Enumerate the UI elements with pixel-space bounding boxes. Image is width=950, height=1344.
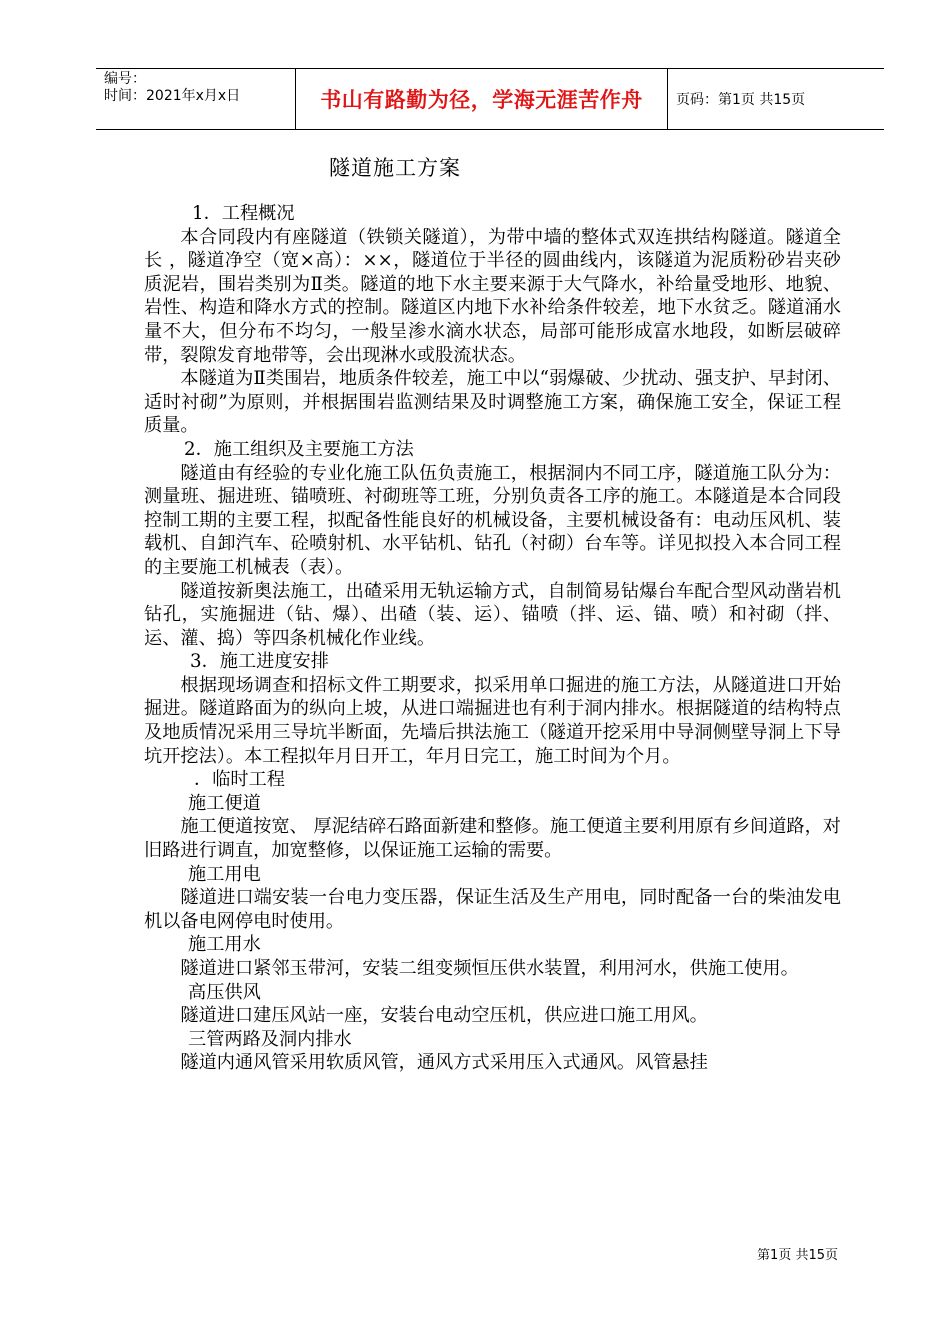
document-time-label: 时间：2021年x月x日 — [104, 88, 241, 104]
paragraph-1: 本合同段内有座隧道（铁锁关隧道），为带中墙的整体式双连拱结构隧道。隧道全长 ，隧道净空（宽×高）：××，隧道位于半径的圆曲线内，该隧道为泥质粉砂岩夹砂质泥岩，围岩类别为Ⅱ类。隧道的地下水主要来源于大气降水，补给量受地形、地貌、岩性、构造和降水方式的控制。隧道区内地下水补给条件较差，地下水贫乏。隧道涌水量不大，但分布不均匀，一般呈渗水滴水状态，局部可能形成富水地段，如断层破碎带，裂隙发育地带等，会出现淋水或股流状态。 — [144, 226, 841, 366]
paragraph-water: 隧道进口紧邻玉带河，安装二组变频恒压供水装置，利用河水，供施工使用。 — [180, 958, 799, 979]
page-header — [96, 68, 884, 130]
paragraph-4: 隧道按新奥法施工，出碴采用无轨运输方式，自制简易钻爆台车配合型风动凿岩机钻孔，实施掘进（钻、爆）、出碴（装、运）、锚喷（拌、运、锚、喷）和衬砌（拌、运、灌、捣）等四条机械化作业线。 — [144, 580, 841, 649]
header-page-info: 页码：第1页 共15页 — [676, 92, 806, 108]
subheading-pipes: 三管两路及洞内排水 — [188, 1028, 352, 1050]
paragraph-air: 隧道进口建压风站一座，安装台电动空压机，供应进口施工用风。 — [180, 1005, 708, 1027]
section-heading-3: 3．施工进度安排 — [190, 651, 329, 673]
paragraph-2: 本隧道为Ⅱ类围岩，地质条件较差，施工中以“弱爆破、少扰动、强支护、早封闭、适时衬砌”为原则，并根据围岩监测结果及时调整施工方案，确保施工安全，保证工程质量。 — [144, 368, 841, 437]
paragraph-5: 根据现场调查和招标文件工期要求，拟采用单口掘进的施工方法，从隧道进口开始掘进。隧道路面为的纵向上坡，从进口端掘进也有利于洞内排水。根据隧道的结构特点及地质情况采用三导坑半断面，先墙后拱法施工（隧道开挖采用中导洞侧壁导洞上下导坑开挖法）。本工程拟年月日开工，年月日完工，施工时间为个月。 — [144, 674, 841, 767]
subheading-power: 施工用电 — [188, 863, 261, 885]
paragraph-pipes: 隧道内通风管采用软质风管，通风方式采用压入式通风。风管悬挂 — [180, 1052, 708, 1074]
document-body — [144, 202, 841, 1075]
header-motto: 书山有路勤为径，学海无涯苦作舟 — [296, 69, 668, 129]
subheading-road: 施工便道 — [188, 792, 261, 814]
subheading-air: 高压供风 — [188, 981, 261, 1003]
subheading-water: 施工用水 — [188, 934, 261, 956]
section-heading-4: ．临时工程 — [194, 769, 285, 791]
document-title: 隧道施工方案 — [329, 156, 461, 180]
paragraph-road: 施工便道按宽、 厚泥结碎石路面新建和整修。施工便道主要利用原有乡间道路，对旧路进行调直，加宽整修，以保证施工运输的需要。 — [144, 816, 841, 862]
section-heading-1: 1．工程概况 — [192, 203, 295, 224]
page-footer: 第1页 共15页 — [757, 1248, 838, 1263]
paragraph-3: 隧道由有经验的专业化施工队伍负责施工，根据洞内不同工序，隧道施工队分为：测量班、掘进班、锚喷班、衬砌班等工班，分别负责各工序的施工。本隧道是本合同段控制工期的主要工程，拟配备性能良好的机械设备，主要机械设备有：电动压风机、装载机、自卸汽车、砼喷射机、水平钻机、钻孔（衬砌）台车等。详见拟投入本合同工程的主要施工机械表（表）。 — [144, 462, 841, 578]
paragraph-power: 隧道进口端安装一台电力变压器，保证生活及生产用电，同时配备一台的柴油发电机以备电网停电时使用。 — [144, 887, 841, 932]
header-meta — [96, 69, 296, 129]
document-number-label: 编号： — [104, 71, 146, 87]
section-heading-2: 2．施工组织及主要施工方法 — [184, 438, 414, 460]
